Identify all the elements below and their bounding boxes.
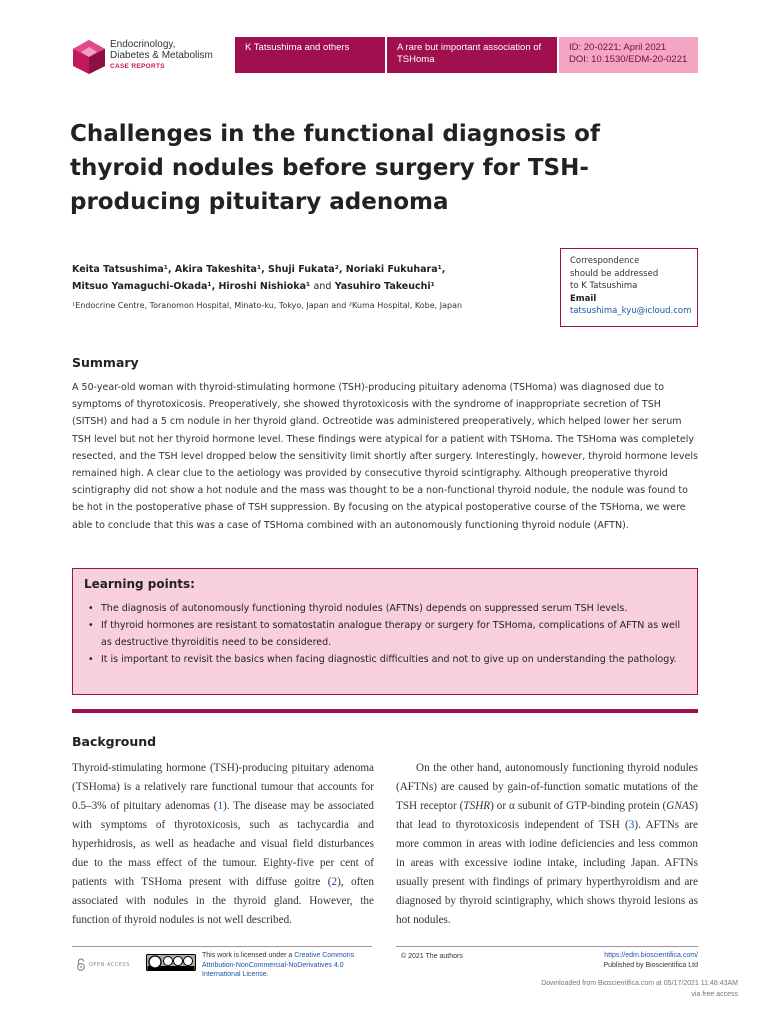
footer-divider-left [72,946,372,947]
bg-right-text-4: ). AFTNs are more common in areas with iodine deficiencies and less common in areas with excessive iodine intake, including Japan. AFTNs usually present with findings of primary hyperthyroidism and are diagnosed by thyroid scintigraphy, which shows thyroid lesions as hot nodules. [396,819,698,926]
corr-line1: Correspondence [570,256,640,266]
journal-name-line2: Diabetes & Metabolism [110,50,213,61]
author-list [72,261,552,295]
open-access-label: OPEN ACCESS [89,961,130,968]
reference-link-1[interactable]: 1 [217,800,224,812]
publisher-name: Published by Bioscientifica Ltd [603,962,698,969]
article-id: ID: 20-0221; April 2021 [569,42,667,53]
copyright-notice: © 2021 The authors [401,953,463,960]
authors-line2a: Mitsuo Yamaguchi-Okada¹, Hiroshi Nishioka¹ [72,281,311,292]
bg-left-text-3: ), often associated with nodules in the thyroid gland. However, the function of thyroid nodules is not well described. [72,876,374,926]
gene-tshr: TSHR [463,800,491,812]
header-short-title: A rare but important association of TSHoma [387,37,557,73]
corr-email-label: Email [570,293,597,304]
bg-right-text-1: On the other hand, autonomously functioning thyroid nodules (AFTNs) are caused by gain-of-function somatic mutations of the TSH receptor ( [396,762,698,812]
corr-line2: should be addressed [570,268,659,279]
background-heading: Background [72,734,157,749]
license-link[interactable]: Creative Commons Attribution-NonCommercial-NoDerivatives 4.0 International License [202,952,355,978]
corr-email-link[interactable]: tatsushima_kyu@icloud.com [570,306,692,316]
learning-points-box [72,568,698,695]
reference-link-3[interactable]: 3 [628,819,635,831]
article-doi[interactable]: DOI: 10.1530/EDM-20-0221 [569,54,688,65]
background-left-column [72,759,374,930]
bg-left-text-2: ). The disease may be associated with symptoms of thyrotoxicosis, such as tachycardia and hyperhidrosis, as well as headache and visual field disturbances due to the mass effect of the tumour. Eighty-five per cent of patients with TSHoma present with diffuse goitre ( [72,800,374,888]
publisher-url-link[interactable]: https://edm.bioscientifica.com/ [604,952,698,959]
gene-gnas: GNAS [666,800,695,812]
affiliations: ¹Endocrine Centre, Toranomon Hospital, Minato-ku, Tokyo, Japan and ²Kuma Hospital, Kobe, Japan [72,301,463,310]
journal-name-line3: CASE REPORTS [110,63,165,70]
download-line1: Downloaded from Bioscientifica.com at 05/17/2021 11:48:43AM [541,980,738,987]
section-divider [72,709,698,713]
journal-name [110,39,213,72]
article-title: Challenges in the functional diagnosis of thyroid nodules before surgery for TSH-producing pituitary adenoma [70,121,600,215]
license-text [202,951,377,980]
authors-line2 [72,278,552,295]
footer-divider-right [396,946,698,947]
background-right-column [396,759,698,930]
open-access-lock-icon [76,958,86,971]
bg-right-text-3: ) that lead to thyrotoxicosis independent of TSH ( [396,800,698,831]
corr-line3: to K Tatsushima [570,281,638,291]
header-authors: K Tatsushima and others [235,37,385,73]
bg-left-text-1: Thyroid-stimulating hormone (TSH)-producing pituitary adenoma (TSHoma) is a relatively rare functional tumour that accounts for 0.5–3% of pituitary adenomas ( [72,762,374,812]
summary-text: A 50-year-old woman with thyroid-stimulating hormone (TSH)-producing pituitary adenoma (TSHoma) was diagnosed due to symptoms of thyrotoxicosis. Preoperatively, she showed thyrotoxicosis with the syndrome of inappropriate secretion of TSH (SITSH) and had a 5 cm nodule in her thyroid gland. Octreotide was administered preoperatively, which helped lower her serum TSH level but not her thyroid hormone level. These findings were atypical for a patient with TSHoma. The TSHoma was completely resected, and the TSH level dropped below the sensitivity limit shortly after surgery. Interestingly, however, thyroid hormone levels remained high. A clear clue to the aetiology was provided by consecutive thyroid scintigraphy. Although preoperative thyroid scintigraphy did not show a hot nodule and the mass was thought to be a non-functional thyroid nodule, the nodule was found to be hot in the postoperative phase of TSH suppression. By focusing on the atypical postoperative course of the TSHoma, we were able to conclude that this was a case of TSHoma combined with an autonomously functioning thyroid nodule (AFTN). [72,382,698,531]
bg-right-text-2: ) or α subunit of GTP-binding protein ( [490,800,667,812]
learning-point: • If thyroid hormones are resistant to somatostatin analogue therapy or surgery for TSHoma, complications of AFTN as well as destructive thyroiditis need to be considered. [84,617,686,651]
authors-line2b: Yasuhiro Takeuchi¹ [334,281,435,292]
creative-commons-icon[interactable] [146,954,196,971]
journal-logo-icon [72,39,106,75]
learning-points-list [84,600,686,668]
learning-point: • The diagnosis of autonomously functioning thyroid nodules (AFTNs) depends on suppressed serum TSH levels. [84,600,686,617]
learning-point: • It is important to revisit the basics when facing diagnostic difficulties and not to give up on understanding the pathology. [84,651,686,668]
open-access-badge [76,958,130,971]
publisher-info [540,951,698,971]
authors-and: and [313,281,332,292]
license-suffix: . [266,971,269,978]
reference-link-2[interactable]: 2 [331,876,338,888]
summary-heading: Summary [72,355,139,370]
authors-line1: Keita Tatsushima¹, Akira Takeshita¹, Shuji Fukata², Noriaki Fukuhara¹, [72,264,446,275]
header-id-box [559,37,698,73]
download-watermark [440,979,738,1000]
correspondence-box [560,248,698,327]
download-line2: via free access [691,990,738,998]
license-prefix: This work is licensed under a [202,952,295,959]
learning-points-heading: Learning points: [84,577,195,591]
journal-name-line1: Endocrinology, [110,39,176,50]
